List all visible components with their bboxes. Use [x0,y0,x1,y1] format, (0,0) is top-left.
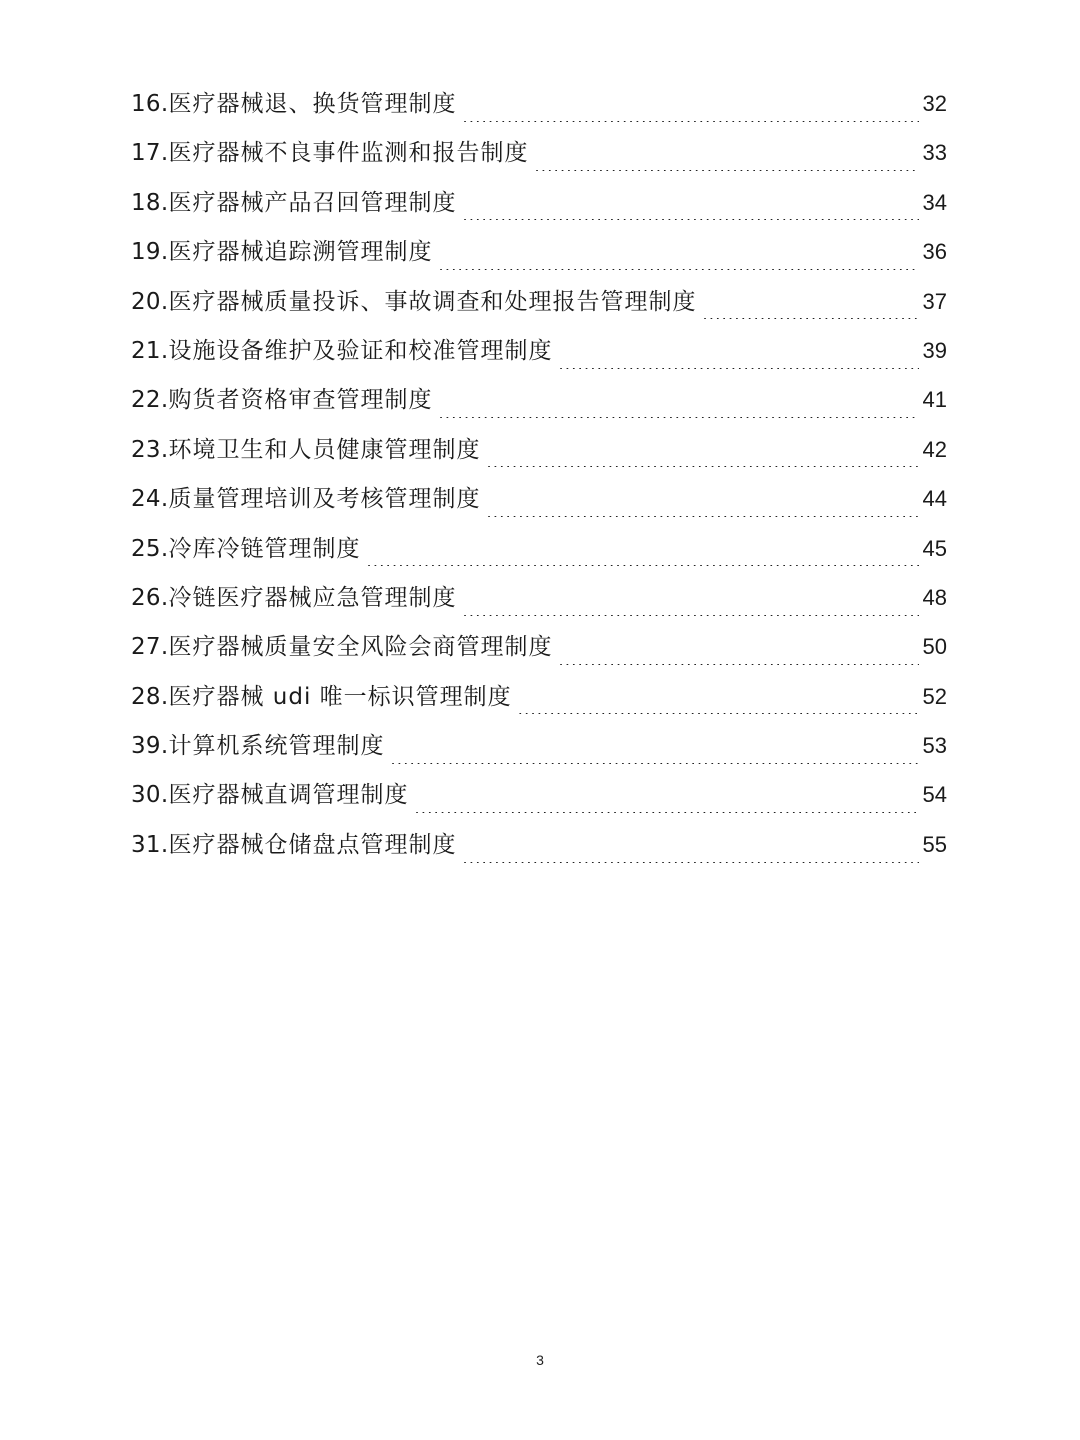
toc-entry-page: 50 [922,634,947,660]
toc-entry[interactable] [131,227,947,276]
toc-entry-number: 17. [131,140,169,167]
toc-entry-number: 31. [131,831,169,858]
toc-dot-leader [462,190,918,220]
toc-entry[interactable] [131,474,947,523]
toc-entry[interactable] [131,128,947,177]
toc-entry[interactable] [131,573,947,622]
toc-entry-number: 27. [131,634,169,661]
toc-entry-title: 医疗器械直调管理制度 [168,782,409,809]
toc-dot-leader [438,240,918,270]
toc-entry-number: 39. [131,733,169,760]
toc-entry-title: 计算机系统管理制度 [168,733,385,760]
toc-dot-leader [390,734,918,764]
toc-entry-title: 设施设备维护及验证和校准管理制度 [168,337,553,364]
toc-entry-page: 45 [922,535,947,561]
toc-entry-number: 23. [131,436,169,463]
toc-dot-leader [534,141,918,171]
toc-entry[interactable] [131,770,947,819]
toc-entry[interactable] [131,178,947,227]
toc-dot-leader [558,635,918,665]
toc-dot-leader [702,289,918,319]
toc-entry-number: 16. [131,91,169,117]
toc-entry-number: 21. [131,337,169,364]
toc-entry-page: 41 [922,387,947,413]
toc-dot-leader [462,833,918,863]
toc-entry[interactable] [131,820,947,869]
toc-entry-title: 购货者资格审查管理制度 [168,387,433,414]
toc-entry-title: 医疗器械仓储盘点管理制度 [168,831,457,858]
toc-entry-number: 24. [131,486,169,513]
toc-entry-title: 医疗器械 udi 唯一标识管理制度 [168,683,512,710]
toc-dot-leader [366,536,918,566]
toc-entry-title: 医疗器械质量投诉、事故调查和处理报告管理制度 [168,288,697,315]
toc-entry-page: 54 [922,782,947,808]
toc-entry-page: 39 [922,337,947,363]
toc-entry-number: 25. [131,535,169,562]
toc-entry-title: 医疗器械不良事件监测和报告制度 [168,140,529,167]
toc-entry-page: 33 [922,140,947,166]
toc-entry-number: 28. [131,683,169,710]
toc-entry[interactable] [131,326,947,375]
toc-dot-leader [438,388,918,418]
toc-entry-number: 18. [131,189,169,216]
toc-dot-leader [518,684,919,714]
toc-entry-number: 19. [131,239,169,266]
toc-entry-number: 22. [131,387,169,414]
toc-entry-page: 52 [922,683,947,709]
toc-entry-page: 37 [922,288,947,314]
toc-entry-number: 20. [131,288,169,315]
toc-entry[interactable] [131,721,947,770]
toc-entry-number: 30. [131,782,169,809]
page-number: 3 [536,1352,544,1368]
toc-entry-page: 34 [922,189,947,215]
toc-entry-title: 医疗器械退、换货管理制度 [168,91,457,117]
toc-entry[interactable] [131,425,947,474]
toc-entry[interactable] [131,79,947,128]
toc-entry[interactable] [131,524,947,573]
toc-entry-title: 冷库冷链管理制度 [168,535,361,562]
toc-entry-page: 32 [922,91,947,116]
toc-entry-number: 26. [131,584,169,611]
toc-entry-title: 冷链医疗器械应急管理制度 [168,584,457,611]
toc-entry-page: 36 [922,239,947,265]
toc-entry-page: 53 [922,733,947,759]
toc-entry-title: 环境卫生和人员健康管理制度 [168,436,481,463]
toc-entry-title: 医疗器械追踪溯管理制度 [168,239,433,266]
toc-dot-leader [486,487,918,517]
toc-entry[interactable] [131,622,947,671]
toc-entry-page: 44 [922,486,947,512]
toc-entry[interactable] [131,277,947,326]
toc-entry-title: 医疗器械产品召回管理制度 [168,189,457,216]
toc-entry-page: 48 [922,584,947,610]
toc-dot-leader [414,783,918,813]
toc-entry[interactable] [131,672,947,721]
toc-dot-leader [558,339,918,369]
toc-entry[interactable] [131,375,947,424]
toc-dot-leader [486,437,918,467]
toc-dot-leader [462,586,918,616]
table-of-contents [131,79,947,869]
toc-entry-page: 55 [922,831,947,857]
toc-entry-title: 质量管理培训及考核管理制度 [168,486,481,513]
toc-dot-leader [462,92,918,122]
toc-entry-page: 42 [922,436,947,462]
toc-entry-title: 医疗器械质量安全风险会商管理制度 [168,634,553,661]
